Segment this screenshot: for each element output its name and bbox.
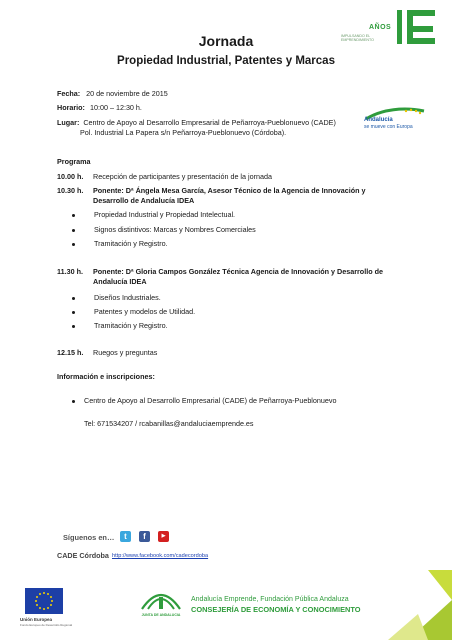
- andalucia-logo-line1: Andalucía: [364, 117, 393, 123]
- programa-heading: Programa: [57, 157, 91, 166]
- fecha-label: Fecha:: [57, 89, 81, 98]
- item3-speaker-line2: Andalucía IDEA: [93, 277, 147, 286]
- bullet-dot: [72, 243, 75, 246]
- item3-speaker-line1: Ponente: Dª Gloria Campos González Técnica Agencia de Innovación y Desarrollo de: [93, 267, 383, 276]
- item4-text: Ruegos y preguntas: [93, 348, 158, 357]
- corner-decoration: [388, 570, 452, 640]
- bullet-dot: [72, 229, 75, 232]
- item2-speaker-line1: Ponente: Dª Ángela Mesa García, Asesor Técnico de la Agencia de Innovación y: [93, 186, 366, 195]
- follow-us-label: Síguenos en…: [63, 533, 115, 542]
- bullet-dot: [72, 400, 75, 403]
- item2-bullet-1: Propiedad Industrial y Propiedad Intelectual.: [94, 210, 236, 219]
- item3-bullet-3: Tramitación y Registro.: [94, 321, 168, 330]
- cade-cordoba-label: CADE Córdoba: [57, 551, 109, 560]
- junta-caption: JUNTA DE ANDALUCIA: [141, 613, 181, 617]
- info-bullet: Centro de Apoyo al Desarrollo Empresarial (CADE) de Peñarroya-Pueblonuevo: [84, 396, 337, 405]
- andalucia-logo-line2: se mueve con Europa: [364, 124, 413, 130]
- consejeria-line: CONSEJERÍA DE ECONOMÍA Y CONOCIMIENTO: [191, 605, 361, 614]
- eu-caption: Unión Europea: [20, 617, 53, 622]
- andalucia-europa-logo: [364, 107, 426, 137]
- eu-subcaption: Fondo Europeo de Desarrollo Regional: [20, 623, 73, 627]
- junta-emblem-icon: [138, 585, 184, 611]
- page-title: Jornada: [198, 33, 254, 49]
- lugar-row: [57, 118, 336, 127]
- youtube-icon[interactable]: ▶: [158, 531, 169, 542]
- bullet-dot: [72, 311, 75, 314]
- cade-facebook-link[interactable]: http://www.facebook.com/cadecordoba: [112, 553, 209, 559]
- item2-speaker-line2: Desarrollo de Andalucía IDEA: [93, 196, 195, 205]
- item2-bullet-2: Signos distintivos: Marcas y Nombres Comerciales: [94, 225, 256, 234]
- lugar-value-line2: Pol. Industrial La Papera s/n Peñarroya-Pueblonuevo (Córdoba).: [80, 128, 287, 137]
- item1-text: Recepción de participantes y presentación de la jornada: [93, 172, 273, 181]
- item2-bullet-3: Tramitación y Registro.: [94, 239, 168, 248]
- logo-tagline: IMPULSANDO EL EMPRENDIMIENTO: [341, 34, 374, 43]
- eu-flag-icon: [25, 588, 63, 614]
- twitter-icon[interactable]: t: [120, 531, 131, 542]
- item4-time: 12.15 h.: [57, 348, 84, 357]
- lugar-label: Lugar:: [57, 118, 80, 127]
- horario-label: Horario:: [57, 103, 85, 112]
- lugar-value-line1: Centro de Apoyo al Desarrollo Empresarial de Peñarroya-Pueblonuevo (CADE): [83, 118, 336, 127]
- info-heading: Información e inscripciones:: [57, 372, 155, 381]
- fecha-value: 20 de noviembre de 2015: [86, 89, 168, 98]
- item2-time: 10.30 h.: [57, 186, 84, 195]
- horario-row: [57, 103, 142, 112]
- fecha-row: [57, 89, 168, 98]
- item1-time: 10.00 h.: [57, 172, 84, 181]
- fundacion-line: Andalucía Emprende, Fundación Pública Andaluza: [191, 596, 349, 603]
- facebook-icon[interactable]: f: [139, 531, 150, 542]
- page-subtitle: Propiedad Industrial, Patentes y Marcas: [117, 55, 335, 67]
- item3-time: 11.30 h.: [57, 267, 83, 276]
- logo-years-text: AÑOS: [369, 24, 392, 31]
- item3-bullet-2: Patentes y modelos de Utilidad.: [94, 307, 196, 316]
- info-contact: Tel: 671534207 / rcabanillas@andaluciaemprende.es: [84, 419, 254, 428]
- bullet-dot: [72, 297, 75, 300]
- eu-stars-icon: [25, 588, 63, 614]
- bullet-dot: [72, 214, 75, 217]
- item3-bullet-1: Diseños Industriales.: [94, 293, 161, 302]
- horario-value: 10:00 – 12:30 h.: [89, 103, 142, 112]
- bullet-dot: [72, 325, 75, 328]
